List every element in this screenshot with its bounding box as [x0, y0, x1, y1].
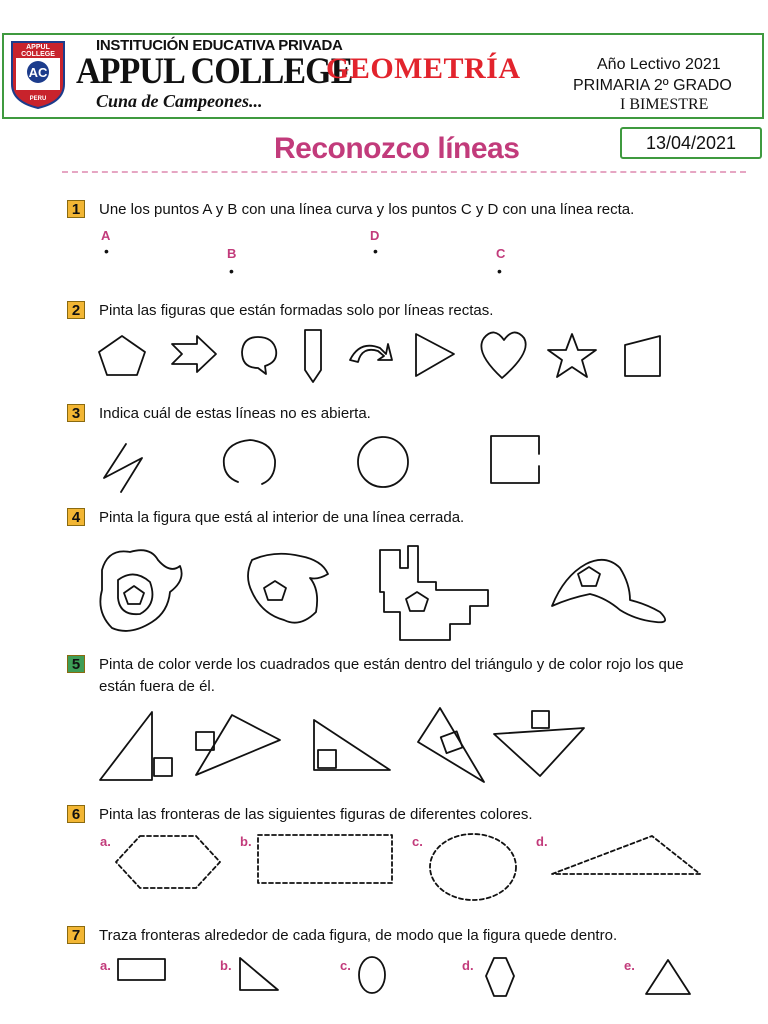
question-number-6: 6: [67, 805, 85, 823]
q7-label-a: a.: [100, 958, 111, 973]
question-number-3: 3: [67, 404, 85, 422]
school-motto: Cuna de Campeones...: [96, 91, 263, 111]
point-label-b: B: [227, 246, 237, 261]
question-text-5-line1: Pinta de color verde los cuadrados que están dentro del triángulo y de color rojo los que: [99, 656, 684, 673]
point-c[interactable]: •: [497, 263, 502, 279]
small-triangle: [646, 960, 690, 994]
question-number-7: 7: [67, 926, 85, 944]
q6-label-d: d.: [536, 834, 548, 849]
logo-letters: AC: [28, 65, 48, 80]
question-text-3: Indica cuál de estas líneas no es abierta.: [99, 405, 371, 422]
question-text-7: Traza fronteras alrededor de cada figura, de modo que la figura quede dentro.: [99, 927, 618, 944]
small-rectangle: [118, 959, 165, 980]
subject-title: GEOMETRÍA: [326, 52, 521, 85]
grade-level: PRIMARIA 2º GRADO: [573, 77, 732, 94]
small-right-triangle: [240, 958, 278, 990]
point-d[interactable]: •: [373, 243, 378, 259]
q7-label-b: b.: [220, 958, 232, 973]
q7-label-c: c.: [340, 958, 351, 973]
question-text-6: Pinta las fronteras de las siguientes figuras de diferentes colores.: [99, 806, 533, 823]
question-number-1: 1: [67, 200, 85, 218]
q6-label-b: b.: [240, 834, 252, 849]
point-label-c: C: [496, 246, 506, 261]
question-text-2: Pinta las figuras que están formadas solo por líneas rectas.: [99, 302, 494, 319]
point-label-d: D: [370, 228, 380, 243]
question-number-2: 2: [67, 301, 85, 319]
question-number-5: 5: [67, 655, 85, 673]
page-title: Reconozco líneas: [274, 132, 520, 165]
q6-label-a: a.: [100, 834, 111, 849]
point-label-a: A: [101, 228, 111, 243]
school-name: APPUL COLLEGE: [76, 51, 353, 92]
date-box: 13/04/2021: [620, 127, 762, 159]
q7-label-d: d.: [462, 958, 474, 973]
q6-label-c: c.: [412, 834, 423, 849]
point-b[interactable]: •: [229, 263, 234, 279]
svg-text:COLLEGE: COLLEGE: [21, 51, 55, 58]
q7-label-e: e.: [624, 958, 635, 973]
question-text-1: Une los puntos A y B con una línea curva y los puntos C y D con una línea recta.: [99, 201, 635, 218]
svg-text:APPUL: APPUL: [26, 44, 50, 51]
logo-country: PERU: [29, 96, 47, 102]
question-number-4: 4: [67, 508, 85, 526]
school-type: INSTITUCIÓN EDUCATIVA PRIVADA: [96, 37, 343, 54]
academic-year: Año Lectivo 2021: [597, 56, 721, 73]
point-a[interactable]: •: [104, 243, 109, 259]
small-hexagon: [486, 958, 514, 996]
question-text-4: Pinta la figura que está al interior de una línea cerrada.: [99, 509, 465, 526]
question-text-5-line2: están fuera de él.: [99, 678, 215, 695]
small-ellipse: [359, 957, 385, 993]
period: I BIMESTRE: [620, 96, 709, 113]
